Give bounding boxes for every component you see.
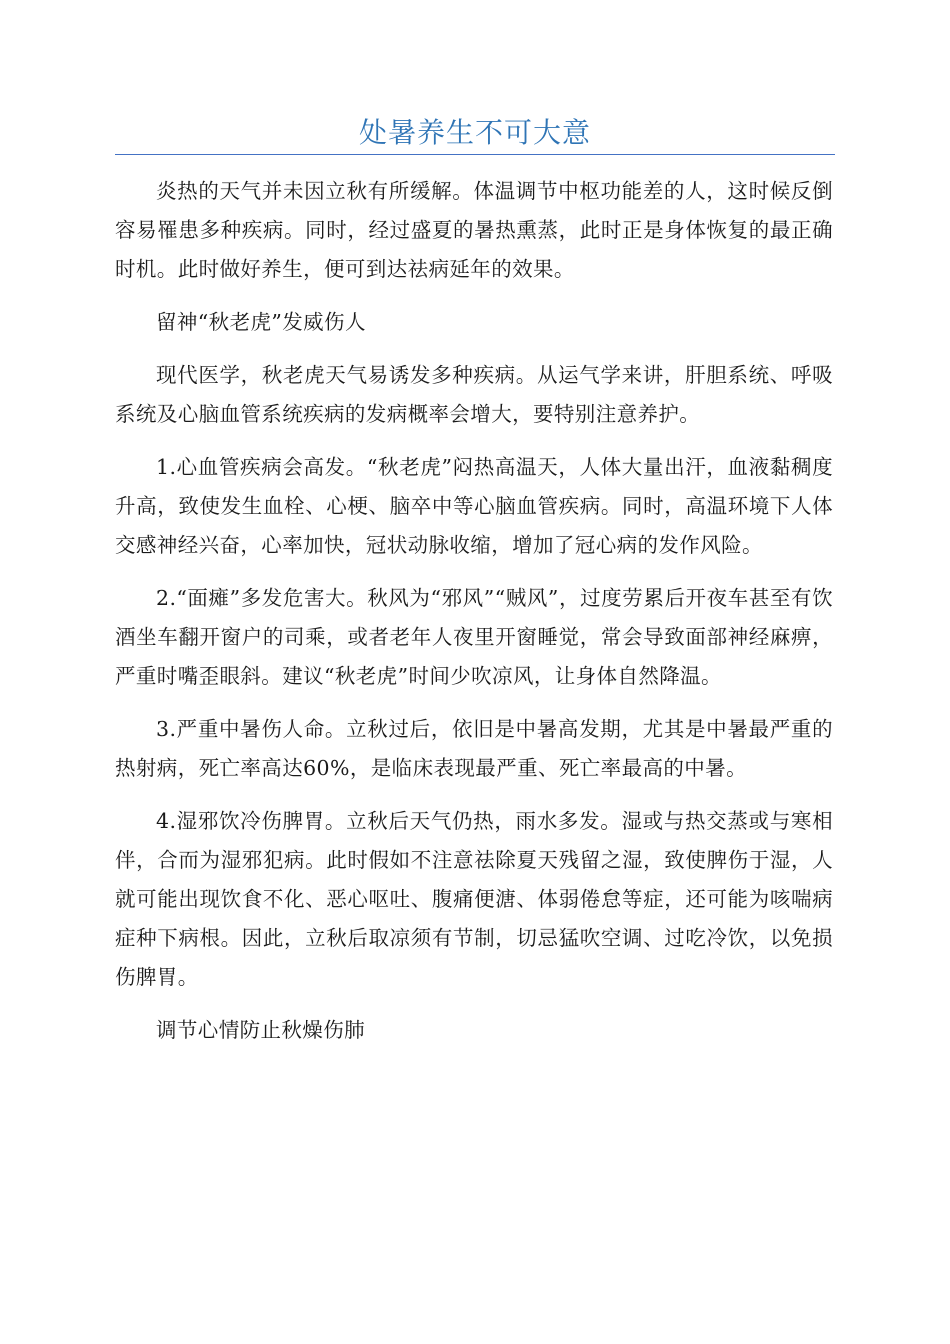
section-heading-autumn-tiger: 留神“秋老虎”发威伤人 — [156, 310, 366, 334]
section-heading-mood: 调节心情防止秋燥伤肺 — [156, 1018, 365, 1042]
list-item-dampness: 4.湿邪饮冷伤脾胃。立秋后天气仍热，雨水多发。湿或与热交蒸或与寒相伴，合而为湿邪犯病。此时假如不注意祛除夏天残留之湿，致使脾伤于湿，人就可能出现饮食不化、恶心呕吐、腹痛便溏、体弱倦怠等症，还可能为咳喘病症种下病根。因此，立秋后取凉须有节制，切忌猛吹空调、过吃冷饮，以免损伤脾胃。 — [115, 809, 833, 989]
title-underline — [115, 154, 835, 155]
document-body — [115, 172, 833, 1064]
list-item-facial-paralysis: 2.“面瘫”多发危害大。秋风为“邪风”“贼风”，过度劳累后开夜车甚至有饮酒坐车翻开窗户的司乘，或者老年人夜里开窗睡觉，常会导致面部神经麻痹，严重时嘴歪眼斜。建议“秋老虎”时间少吹凉风，让身体自然降温。 — [115, 586, 833, 688]
page-title: 处暑养生不可大意 — [358, 116, 591, 149]
list-item-cardiovascular: 1.心血管疾病会高发。“秋老虎”闷热高温天，人体大量出汗，血液黏稠度升高，致使发生血栓、心梗、脑卒中等心脑血管疾病。同时，高温环境下人体交感神经兴奋，心率加快，冠状动脉收缩，增加了冠心病的发作风险。 — [115, 455, 833, 557]
paragraph-modern-medicine: 现代医学，秋老虎天气易诱发多种疾病。从运气学来讲，肝胆系统、呼吸系统及心脑血管系统疾病的发病概率会增大，要特别注意养护。 — [115, 363, 833, 426]
paragraph-intro: 炎热的天气并未因立秋有所缓解。体温调节中枢功能差的人，这时候反倒容易罹患多种疾病。同时，经过盛夏的暑热熏蒸，此时正是身体恢复的最正确时机。此时做好养生，便可到达祛病延年的效果。 — [115, 179, 833, 281]
list-item-heatstroke: 3.严重中暑伤人命。立秋过后，依旧是中暑高发期，尤其是中暑最严重的热射病，死亡率高达60%，是临床表现最严重、死亡率最高的中暑。 — [115, 717, 833, 780]
